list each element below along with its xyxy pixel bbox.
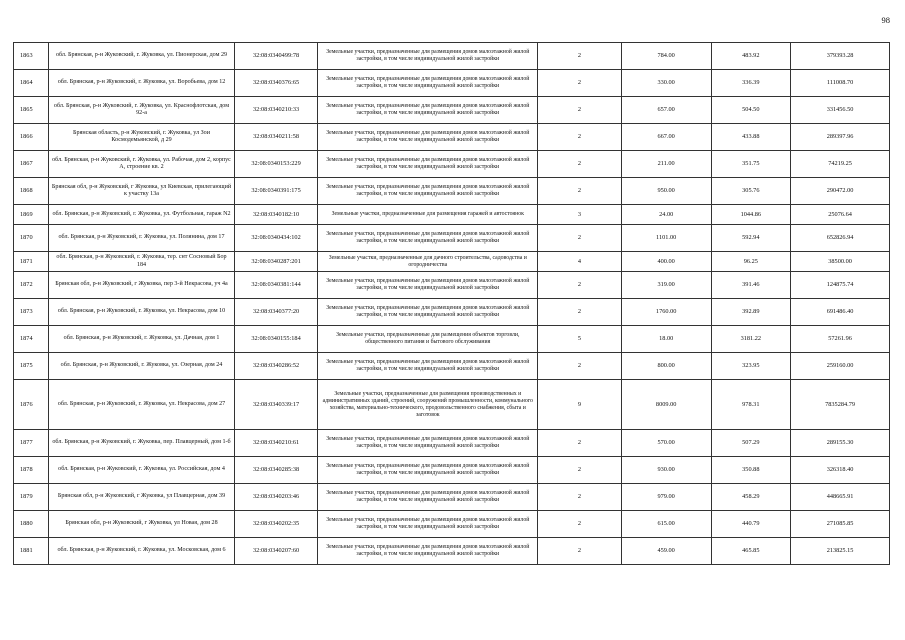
area-cell: 319.00 <box>621 272 711 299</box>
address-cell: обл. Брянская, р-н Жуковский, г. Жуковка, ул. Некрасова, дом 10 <box>49 299 234 326</box>
land-use-cell: Земельные участки, предназначенные для размещения домов малоэтажной жилой застройки, в том числе индивидуальной жилой застройки <box>318 484 538 511</box>
area-cell: 211.00 <box>621 151 711 178</box>
land-use-cell: Земельные участки, предназначенные для размещения домов малоэтажной жилой застройки, в том числе индивидуальной жилой застройки <box>318 97 538 124</box>
land-use-cell: Земельные участки, предназначенные для размещения домов малоэтажной жилой застройки, в том числе индивидуальной жилой застройки <box>318 353 538 380</box>
land-registry-table <box>13 42 890 565</box>
cadastral-number-cell: 32:08:0340391:175 <box>234 178 318 205</box>
table-row <box>14 538 890 565</box>
address-cell: обл. Брянская, р-н Жуковский, г. Жуковка, ул. Пионерская, дом 29 <box>49 43 234 70</box>
area-cell: 930.00 <box>621 457 711 484</box>
area-cell: 1101.00 <box>621 225 711 252</box>
land-use-cell: Земельные участки, предназначенные для размещения домов малоэтажной жилой застройки, в том числе индивидуальной жилой застройки <box>318 299 538 326</box>
category-code-cell: 5 <box>538 326 622 353</box>
table-row <box>14 43 890 70</box>
area-cell: 8009.00 <box>621 380 711 430</box>
record-number: 1878 <box>14 457 49 484</box>
cadastral-number-cell: 32:08:0340339:17 <box>234 380 318 430</box>
record-number: 1875 <box>14 353 49 380</box>
land-use-cell: Земельные участки, предназначенные для дачного строительства, садоводства и огородничества <box>318 252 538 272</box>
category-code-cell: 2 <box>538 178 622 205</box>
cadastral-number-cell: 32:08:0340203:46 <box>234 484 318 511</box>
record-number: 1876 <box>14 380 49 430</box>
unit-value-cell: 323.95 <box>711 353 791 380</box>
area-cell: 570.00 <box>621 430 711 457</box>
area-cell: 657.00 <box>621 97 711 124</box>
address-cell: Брянская обл, р-н Жуковский, г Жуковка, ул Новая, дом 28 <box>49 511 234 538</box>
cadastral-value-cell: 7835284.79 <box>791 380 890 430</box>
unit-value-cell: 336.39 <box>711 70 791 97</box>
table-row <box>14 178 890 205</box>
table-body <box>14 43 890 565</box>
address-cell: обл. Брянская, р-н Жуковский, г. Жуковка, ул. Некрасова, дом 27 <box>49 380 234 430</box>
record-number: 1867 <box>14 151 49 178</box>
record-number: 1866 <box>14 124 49 151</box>
cadastral-value-cell: 213825.15 <box>791 538 890 565</box>
cadastral-value-cell: 289397.96 <box>791 124 890 151</box>
unit-value-cell: 440.79 <box>711 511 791 538</box>
land-use-cell: Земельные участки, предназначенные для размещения гаражей и автостоянок <box>318 205 538 225</box>
table-row <box>14 70 890 97</box>
cadastral-value-cell: 289155.30 <box>791 430 890 457</box>
category-code-cell: 2 <box>538 430 622 457</box>
cadastral-number-cell: 32:08:0340155:184 <box>234 326 318 353</box>
cadastral-number-cell: 32:08:0340376:65 <box>234 70 318 97</box>
cadastral-number-cell: 32:08:0340287:201 <box>234 252 318 272</box>
table-row <box>14 97 890 124</box>
cadastral-number-cell: 32:08:0340381:144 <box>234 272 318 299</box>
record-number: 1868 <box>14 178 49 205</box>
cadastral-number-cell: 32:08:0340211:58 <box>234 124 318 151</box>
address-cell: обл. Брянская, р-н Жуковский, г. Жуковка, ул. Рабочая, дом 2, корпус А, строение кв. 2 <box>49 151 234 178</box>
area-cell: 615.00 <box>621 511 711 538</box>
table-row <box>14 430 890 457</box>
record-number: 1863 <box>14 43 49 70</box>
unit-value-cell: 305.76 <box>711 178 791 205</box>
category-code-cell: 9 <box>538 380 622 430</box>
table-row <box>14 484 890 511</box>
address-cell: Брянская обл, р-н Жуковский, г Жуковка, ул Плавцерная, дом 39 <box>49 484 234 511</box>
cadastral-number-cell: 32:08:0340202:35 <box>234 511 318 538</box>
cadastral-value-cell: 691486.40 <box>791 299 890 326</box>
category-code-cell: 2 <box>538 457 622 484</box>
table-row <box>14 225 890 252</box>
address-cell: обл. Брянская, р-н Жуковский, г. Жуковка, ул. Российская, дом 4 <box>49 457 234 484</box>
table-row <box>14 272 890 299</box>
land-use-cell: Земельные участки, предназначенные для размещения домов малоэтажной жилой застройки, в том числе индивидуальной жилой застройки <box>318 457 538 484</box>
land-use-cell: Земельные участки, предназначенные для размещения объектов торговли, общественного питания и бытового обслуживания <box>318 326 538 353</box>
cadastral-value-cell: 448665.91 <box>791 484 890 511</box>
cadastral-value-cell: 271085.85 <box>791 511 890 538</box>
unit-value-cell: 978.31 <box>711 380 791 430</box>
category-code-cell: 2 <box>538 272 622 299</box>
unit-value-cell: 1044.86 <box>711 205 791 225</box>
cadastral-number-cell: 32:08:0340377:20 <box>234 299 318 326</box>
unit-value-cell: 507.29 <box>711 430 791 457</box>
land-use-cell: Земельные участки, предназначенные для размещения домов малоэтажной жилой застройки, в том числе индивидуальной жилой застройки <box>318 43 538 70</box>
cadastral-value-cell: 111008.70 <box>791 70 890 97</box>
cadastral-value-cell: 331456.50 <box>791 97 890 124</box>
unit-value-cell: 504.50 <box>711 97 791 124</box>
area-cell: 784.00 <box>621 43 711 70</box>
cadastral-number-cell: 32:08:0340286:52 <box>234 353 318 380</box>
category-code-cell: 2 <box>538 70 622 97</box>
unit-value-cell: 483.92 <box>711 43 791 70</box>
area-cell: 400.00 <box>621 252 711 272</box>
cadastral-value-cell: 25076.64 <box>791 205 890 225</box>
area-cell: 330.00 <box>621 70 711 97</box>
unit-value-cell: 391.46 <box>711 272 791 299</box>
address-cell: обл. Брянская, р-н Жуковский, г. Жуковка, ул. Полянина, дом 17 <box>49 225 234 252</box>
unit-value-cell: 433.88 <box>711 124 791 151</box>
category-code-cell: 2 <box>538 484 622 511</box>
table-row <box>14 353 890 380</box>
land-use-cell: Земельные участки, предназначенные для размещения домов малоэтажной жилой застройки, в том числе индивидуальной жилой застройки <box>318 430 538 457</box>
cadastral-value-cell: 57261.96 <box>791 326 890 353</box>
address-cell: обл. Брянская, р-н Жуковский, г. Жуковка, ул. Футбольная, гараж N2 <box>49 205 234 225</box>
cadastral-value-cell: 379393.28 <box>791 43 890 70</box>
area-cell: 800.00 <box>621 353 711 380</box>
address-cell: Брянская обл, р-н Жуковский, г Жуковка, пер 3-й Некрасова, уч 4а <box>49 272 234 299</box>
category-code-cell: 2 <box>538 538 622 565</box>
table-row <box>14 205 890 225</box>
land-use-cell: Земельные участки, предназначенные для размещения домов малоэтажной жилой застройки, в том числе индивидуальной жилой застройки <box>318 272 538 299</box>
address-cell: обл. Брянская, р-н Жуковский, г. Жуковка, ул. Воробьева, дом 12 <box>49 70 234 97</box>
category-code-cell: 2 <box>538 124 622 151</box>
record-number: 1874 <box>14 326 49 353</box>
cadastral-number-cell: 32:08:0340499:78 <box>234 43 318 70</box>
category-code-cell: 2 <box>538 151 622 178</box>
table-row <box>14 124 890 151</box>
category-code-cell: 2 <box>538 225 622 252</box>
area-cell: 24.00 <box>621 205 711 225</box>
area-cell: 979.00 <box>621 484 711 511</box>
land-use-cell: Земельные участки, предназначенные для размещения производственных и административных зданий, строений, сооружений промышленности, коммунального хозяйства, материально-технического, продовольственного снабжения, сбыта и заготовок <box>318 380 538 430</box>
area-cell: 459.00 <box>621 538 711 565</box>
area-cell: 950.00 <box>621 178 711 205</box>
category-code-cell: 2 <box>538 299 622 326</box>
unit-value-cell: 458.29 <box>711 484 791 511</box>
table-row <box>14 511 890 538</box>
category-code-cell: 2 <box>538 97 622 124</box>
cadastral-number-cell: 32:08:0340153:229 <box>234 151 318 178</box>
table-row <box>14 252 890 272</box>
table-row <box>14 380 890 430</box>
cadastral-number-cell: 32:08:0340285:38 <box>234 457 318 484</box>
cadastral-value-cell: 652826.94 <box>791 225 890 252</box>
table-row <box>14 151 890 178</box>
cadastral-value-cell: 259160.00 <box>791 353 890 380</box>
record-number: 1871 <box>14 252 49 272</box>
record-number: 1873 <box>14 299 49 326</box>
land-use-cell: Земельные участки, предназначенные для размещения домов малоэтажной жилой застройки, в том числе индивидуальной жилой застройки <box>318 70 538 97</box>
record-number: 1870 <box>14 225 49 252</box>
record-number: 1872 <box>14 272 49 299</box>
cadastral-value-cell: 38500.00 <box>791 252 890 272</box>
cadastral-number-cell: 32:08:0340434:102 <box>234 225 318 252</box>
cadastral-value-cell: 74219.25 <box>791 151 890 178</box>
page-number: 98 <box>881 15 890 25</box>
unit-value-cell: 465.85 <box>711 538 791 565</box>
land-use-cell: Земельные участки, предназначенные для размещения домов малоэтажной жилой застройки, в том числе индивидуальной жилой застройки <box>318 225 538 252</box>
address-cell: Брянская обл, р-н Жуковский, г Жуковка, ул Киевская, прилегающий к участку 13а <box>49 178 234 205</box>
category-code-cell: 3 <box>538 205 622 225</box>
address-cell: обл. Брянская, р-н Жуковский, г. Жуковка, ул. Дачная, дом 1 <box>49 326 234 353</box>
cadastral-number-cell: 32:08:0340210:61 <box>234 430 318 457</box>
address-cell: Брянская область, р-н Жуковский, г. Жуковка, ул Зои Космодемьянской, д 29 <box>49 124 234 151</box>
cadastral-number-cell: 32:08:0340210:33 <box>234 97 318 124</box>
address-cell: обл. Брянская, р-н Жуковский, г. Жуковка, ул. Московская, дом 6 <box>49 538 234 565</box>
table-row <box>14 457 890 484</box>
table-row <box>14 299 890 326</box>
unit-value-cell: 96.25 <box>711 252 791 272</box>
address-cell: обл. Брянская, р-н Жуковский, г. Жуковка, ул. Озерная, дом 24 <box>49 353 234 380</box>
address-cell: обл. Брянская, р-н Жуковский, г. Жуковка, ул. Краснофлотская, дом 92-а <box>49 97 234 124</box>
table-row <box>14 326 890 353</box>
unit-value-cell: 592.94 <box>711 225 791 252</box>
category-code-cell: 2 <box>538 511 622 538</box>
cadastral-value-cell: 326318.40 <box>791 457 890 484</box>
area-cell: 18.00 <box>621 326 711 353</box>
category-code-cell: 2 <box>538 43 622 70</box>
record-number: 1864 <box>14 70 49 97</box>
area-cell: 667.00 <box>621 124 711 151</box>
record-number: 1879 <box>14 484 49 511</box>
cadastral-number-cell: 32:08:0340182:10 <box>234 205 318 225</box>
record-number: 1869 <box>14 205 49 225</box>
land-use-cell: Земельные участки, предназначенные для размещения домов малоэтажной жилой застройки, в том числе индивидуальной жилой застройки <box>318 124 538 151</box>
unit-value-cell: 3181.22 <box>711 326 791 353</box>
cadastral-number-cell: 32:08:0340207:60 <box>234 538 318 565</box>
record-number: 1880 <box>14 511 49 538</box>
record-number: 1865 <box>14 97 49 124</box>
cadastral-value-cell: 124875.74 <box>791 272 890 299</box>
address-cell: обл. Брянская, р-н Жуковский, г. Жуковка, пер. Плавцерный, дом 1-б <box>49 430 234 457</box>
area-cell: 1760.00 <box>621 299 711 326</box>
land-use-cell: Земельные участки, предназначенные для размещения домов малоэтажной жилой застройки, в том числе индивидуальной жилой застройки <box>318 511 538 538</box>
cadastral-value-cell: 290472.00 <box>791 178 890 205</box>
unit-value-cell: 392.89 <box>711 299 791 326</box>
category-code-cell: 4 <box>538 252 622 272</box>
unit-value-cell: 350.88 <box>711 457 791 484</box>
land-use-cell: Земельные участки, предназначенные для размещения домов малоэтажной жилой застройки, в том числе индивидуальной жилой застройки <box>318 151 538 178</box>
category-code-cell: 2 <box>538 353 622 380</box>
land-use-cell: Земельные участки, предназначенные для размещения домов малоэтажной жилой застройки, в том числе индивидуальной жилой застройки <box>318 178 538 205</box>
record-number: 1877 <box>14 430 49 457</box>
land-use-cell: Земельные участки, предназначенные для размещения домов малоэтажной жилой застройки, в том числе индивидуальной жилой застройки <box>318 538 538 565</box>
record-number: 1881 <box>14 538 49 565</box>
unit-value-cell: 351.75 <box>711 151 791 178</box>
address-cell: обл. Брянская, р-н Жуковский, г. Жуковка, тер. снт Сосновый Бор 184 <box>49 252 234 272</box>
